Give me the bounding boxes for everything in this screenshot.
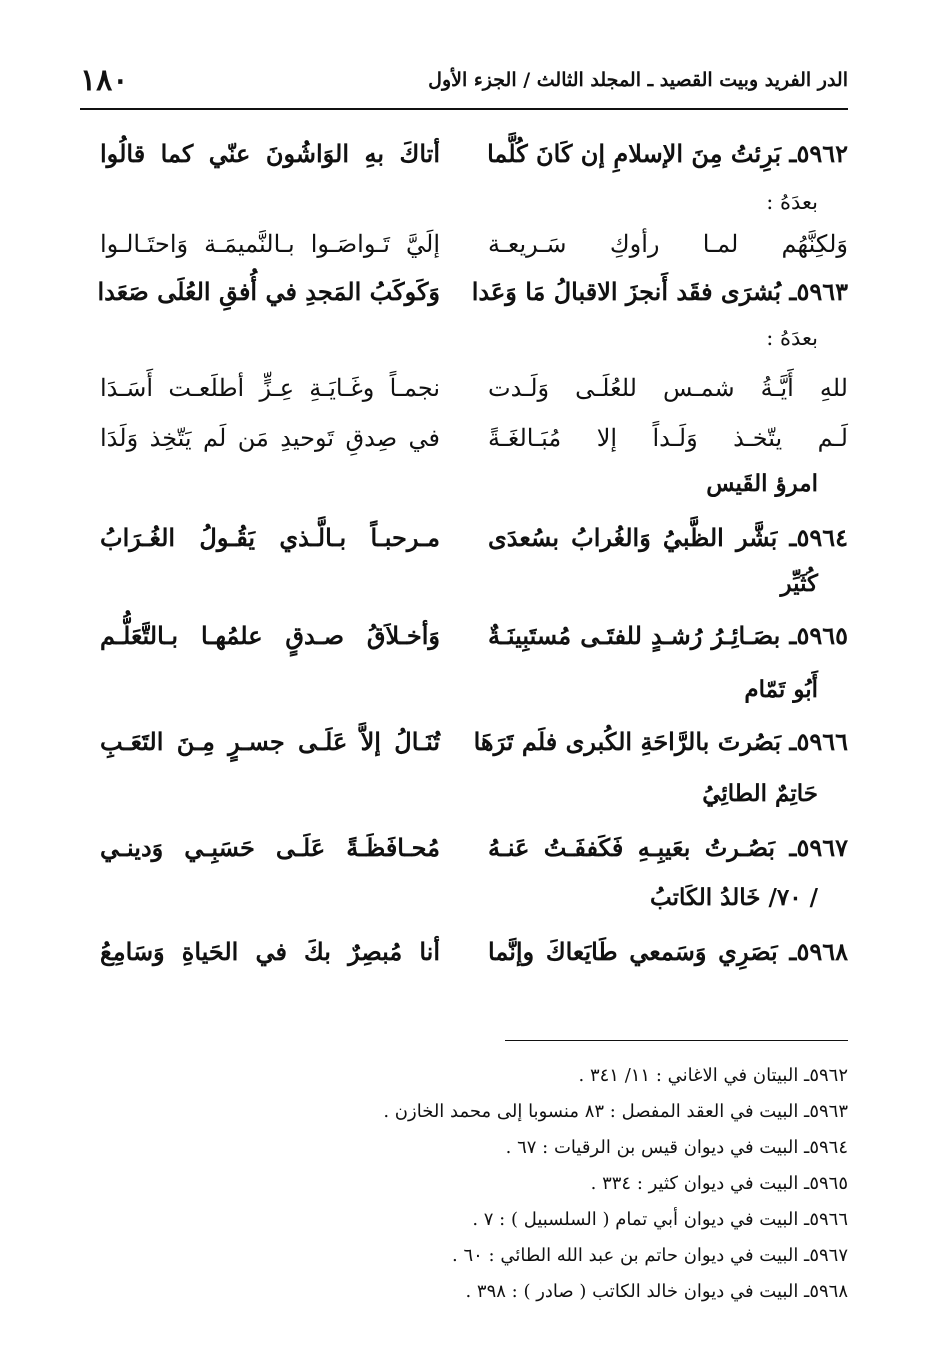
verse-second-hemistich: أنا مُبصِرٌ بكَ في الحَياةِ وَسَامِعُ: [100, 937, 440, 966]
footnote-divider: [505, 1040, 848, 1041]
poet-name: حَاتِمٌ الطائِيُ: [702, 780, 818, 807]
poet-name: / ٧٠/ خَالدُ الكَاتبُ: [650, 884, 818, 911]
verse-first-hemistich: ٥٩٦٤ـ بَشَّر الظَّبيُ وَالغُرابُ بسُعدَى: [488, 523, 848, 552]
poet-name: أَبُو تَمّام: [744, 676, 818, 703]
verse-second-hemistich: مـرحبـاً بـالَّـذي يَقُـولُ الغُـرَابُ: [100, 523, 440, 552]
attribution-line: [100, 562, 848, 612]
verse-first-hemistich: وَلكِنَّهُم لمـا رأوكِ سَـريعـة: [488, 230, 848, 258]
verse-first-hemistich: ٥٩٦٢ـ بَرِئتُ مِنَ الإسلامِ إن كَانَ كُلَّما: [487, 139, 848, 168]
verse-line: [100, 718, 848, 772]
verse-line: [100, 414, 848, 462]
verse-second-hemistich: في صِدقِ تَوحيدِ مَن لَم يَتّخِذ وَلَدَا: [100, 424, 440, 452]
attribution-line: [100, 462, 848, 514]
verse-first-hemistich: ٥٩٦٥ـ بصَـائِـرُ رُشـدٍ للفتَـى مُستَبِينَـةٌ: [488, 621, 848, 650]
verse-first-hemistich: للهِ أَيَّـةُ شمـس للعُلَـى وَلَـدت: [488, 374, 848, 402]
verse-line: [100, 824, 848, 876]
verse-first-hemistich: ٥٩٦٦ـ بَصُرتَ بالرَّاحَةِ الكُبرى فلَم تَرَهَا: [473, 727, 848, 756]
footnote: ٥٩٦٧ـ البيت في ديوان حاتم بن عبد الله الطائي : ٦٠ .: [452, 1245, 848, 1266]
attribution-line: [100, 316, 848, 364]
verse-second-hemistich: وَكَوكَبُ المَجدِ في أُفقِ العُلَى صَعَدا: [97, 277, 440, 306]
page-number: ١٨٠: [80, 62, 129, 98]
attribution-line: [100, 668, 848, 718]
footnote: ٥٩٦٢ـ البيتان في الاغاني : ١١/ ٣٤١ .: [578, 1065, 848, 1086]
verse-second-hemistich: أتاكَ بهِ الوَاشُونَ عنّي كما قالُوا: [100, 139, 440, 168]
verse-first-hemistich: ٥٩٦٨ـ بَصَرِي وَسَمعي طَايَعاكَ وإنَّما: [488, 937, 848, 966]
attribution-label: بعدَهُ :: [766, 190, 818, 214]
header-divider: [80, 108, 848, 110]
verse-line: [100, 928, 848, 976]
verse-second-hemistich: إلَيَّ تَـواصَـوا بـالنَّميمَـة وَاحتَـالـوا: [100, 230, 440, 258]
verse-first-hemistich: ٥٩٦٧ـ بَصُـرتُ بعَيبِـهِ فَكَففَـتُ عَنـهُ: [488, 833, 848, 862]
attribution-line: [100, 772, 848, 824]
verse-line: [100, 220, 848, 268]
attribution-line: [100, 180, 848, 220]
verse-list: [97, 130, 848, 976]
attribution-label: بعدَهُ :: [766, 326, 818, 350]
verse-line: [100, 364, 848, 414]
footnote: ٥٩٦٦ـ البيت في ديوان أبي تمام ( السلسبيل ) : ٧ .: [472, 1209, 848, 1230]
footnote: ٥٩٦٥ـ البيت في ديوان كثير : ٣٣٤ .: [590, 1173, 848, 1194]
poet-name: امرؤ القَيس: [706, 470, 818, 497]
verse-first-hemistich: ٥٩٦٣ـ بُشرَى فقَد أَنجزَ الاقبالُ مَا وَعَدا: [471, 277, 848, 306]
verse-second-hemistich: وَأخـلاَقُ صـدقٍ علمُهـا بـالتَّعَلُّـم: [100, 621, 440, 650]
footnote: ٥٩٦٨ـ البيت في ديوان خالد الكاتب ( صادر ) : ٣٩٨ .: [465, 1281, 848, 1302]
verse-second-hemistich: نجمـاً وغَـايَـةِ عِـزٍّ أطلَعـت أَسَـدَا: [100, 374, 440, 402]
footnote: ٥٩٦٣ـ البيت في العقد المفصل : ٨٣ منسوبا إلى محمد الخازن .: [383, 1101, 848, 1122]
verse-line: [100, 130, 848, 180]
running-title: الدر الفريد وبيت القصيد ـ المجلد الثالث / الجزء الأول: [428, 69, 848, 91]
verse-first-hemistich: لَـم يتّخـذ وَلَـداً إلا مُبَـالغَـةً: [488, 424, 848, 452]
verse-line: [100, 612, 848, 668]
footnote: ٥٩٦٤ـ البيت في ديوان قيس بن الرقيات : ٦٧ .: [505, 1137, 848, 1158]
poet-name: كُثَيِّر: [780, 570, 818, 597]
page-header: [80, 58, 848, 102]
footnotes: [120, 1058, 848, 1310]
attribution-line: [100, 876, 848, 928]
verse-line: [97, 268, 848, 316]
verse-second-hemistich: مُحـافَظَـةً عَلَـى حَسَبِـي وَدينـي: [100, 833, 440, 862]
verse-second-hemistich: تُنَـالُ إلاَّ عَلَـى جسـرٍ مِـنَ التَعَـبِ: [100, 727, 440, 756]
verse-line: [100, 514, 848, 562]
